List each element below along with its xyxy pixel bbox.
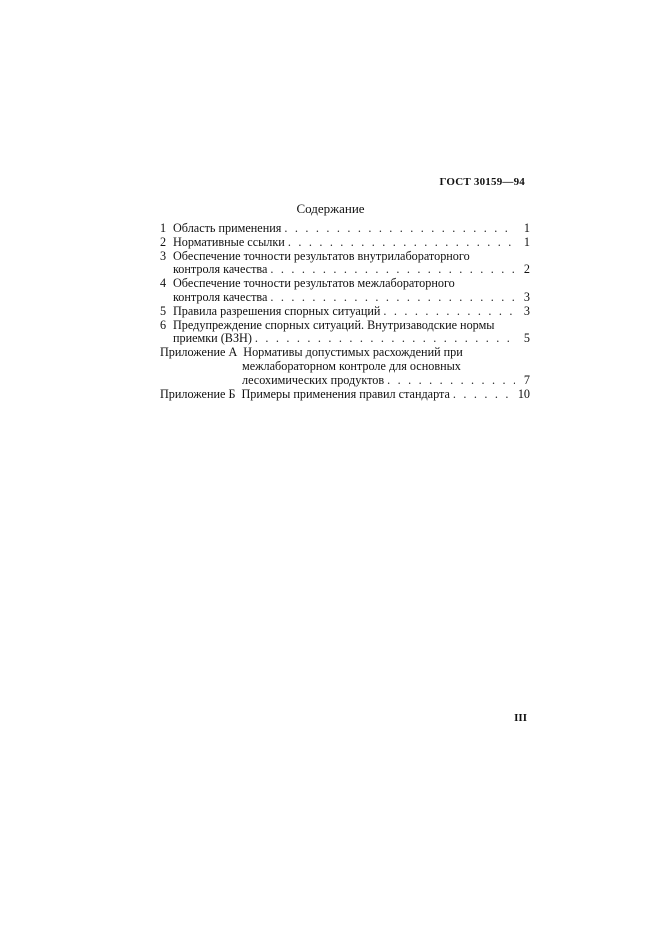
toc-appendix-b[interactable] [160,388,530,402]
toc-entry-title: Предупреждение спорных ситуаций. Внутризаводские нормы [173,317,495,332]
toc-entry-6[interactable] [160,319,530,347]
toc-entry-title-continued: контроля качества [173,262,268,277]
toc-entry-number: 6 [160,317,167,332]
toc-appendix-a[interactable] [160,346,530,387]
toc-entry-title: Обеспечение точности результатов внутрилабораторного [173,248,470,263]
toc-entry-page: 7 [523,372,530,387]
toc-entry-title-continued: приемки (ВЗН) [173,331,252,346]
toc-entry-page: 1 [523,221,530,235]
appendix-label: Приложение Б [160,386,236,401]
toc-entry-page: 3 [523,289,530,304]
toc-entry-2[interactable] [160,236,530,250]
toc-entry-title: Нормативные ссылки [173,234,285,249]
toc-entry-page: 5 [523,331,530,346]
toc-entry-page: 1 [523,234,530,249]
toc-entry-page: 10 [517,386,530,401]
toc-entry-number: 5 [160,303,167,318]
toc-entry-title: Область применения [173,221,282,235]
appendix-title-continued: межлабораторном контроле для основных [242,358,461,373]
appendix-title: Примеры применения правил стандарта [241,386,450,401]
toc-entry-5[interactable] [160,305,530,319]
toc-entry-4[interactable] [160,277,530,305]
toc-entry-1[interactable] [160,222,530,236]
toc-entry-title: Обеспечение точности результатов межлабораторного [173,276,455,291]
appendix-title: Нормативы допустимых расхождений при [243,345,463,360]
dot-leader [383,305,515,319]
toc-entry-title-continued: контроля качества [173,289,268,304]
toc-entry-number: 1 [160,221,167,235]
dot-leader [284,222,515,236]
toc-entry-page: 2 [523,262,530,277]
dot-leader [387,374,515,388]
toc-title: Содержание [296,201,365,216]
toc-entry-3[interactable] [160,250,530,278]
toc-entry-number: 4 [160,276,167,291]
dot-leader [255,332,515,346]
page-number: III [514,712,527,724]
toc-entry-number: 2 [160,234,167,249]
document-code: ГОСТ 30159—94 [439,176,525,188]
toc-entry-number: 3 [160,248,167,263]
dot-leader [288,236,515,250]
appendix-label: Приложение А [160,345,238,360]
table-of-contents [160,222,530,401]
dot-leader [270,263,515,277]
toc-entry-page: 3 [523,303,530,318]
toc-entry-title: Правила разрешения спорных ситуаций [173,303,381,318]
appendix-title-continued: лесохимических продуктов [242,372,385,387]
dot-leader [453,388,515,402]
dot-leader [270,291,515,305]
